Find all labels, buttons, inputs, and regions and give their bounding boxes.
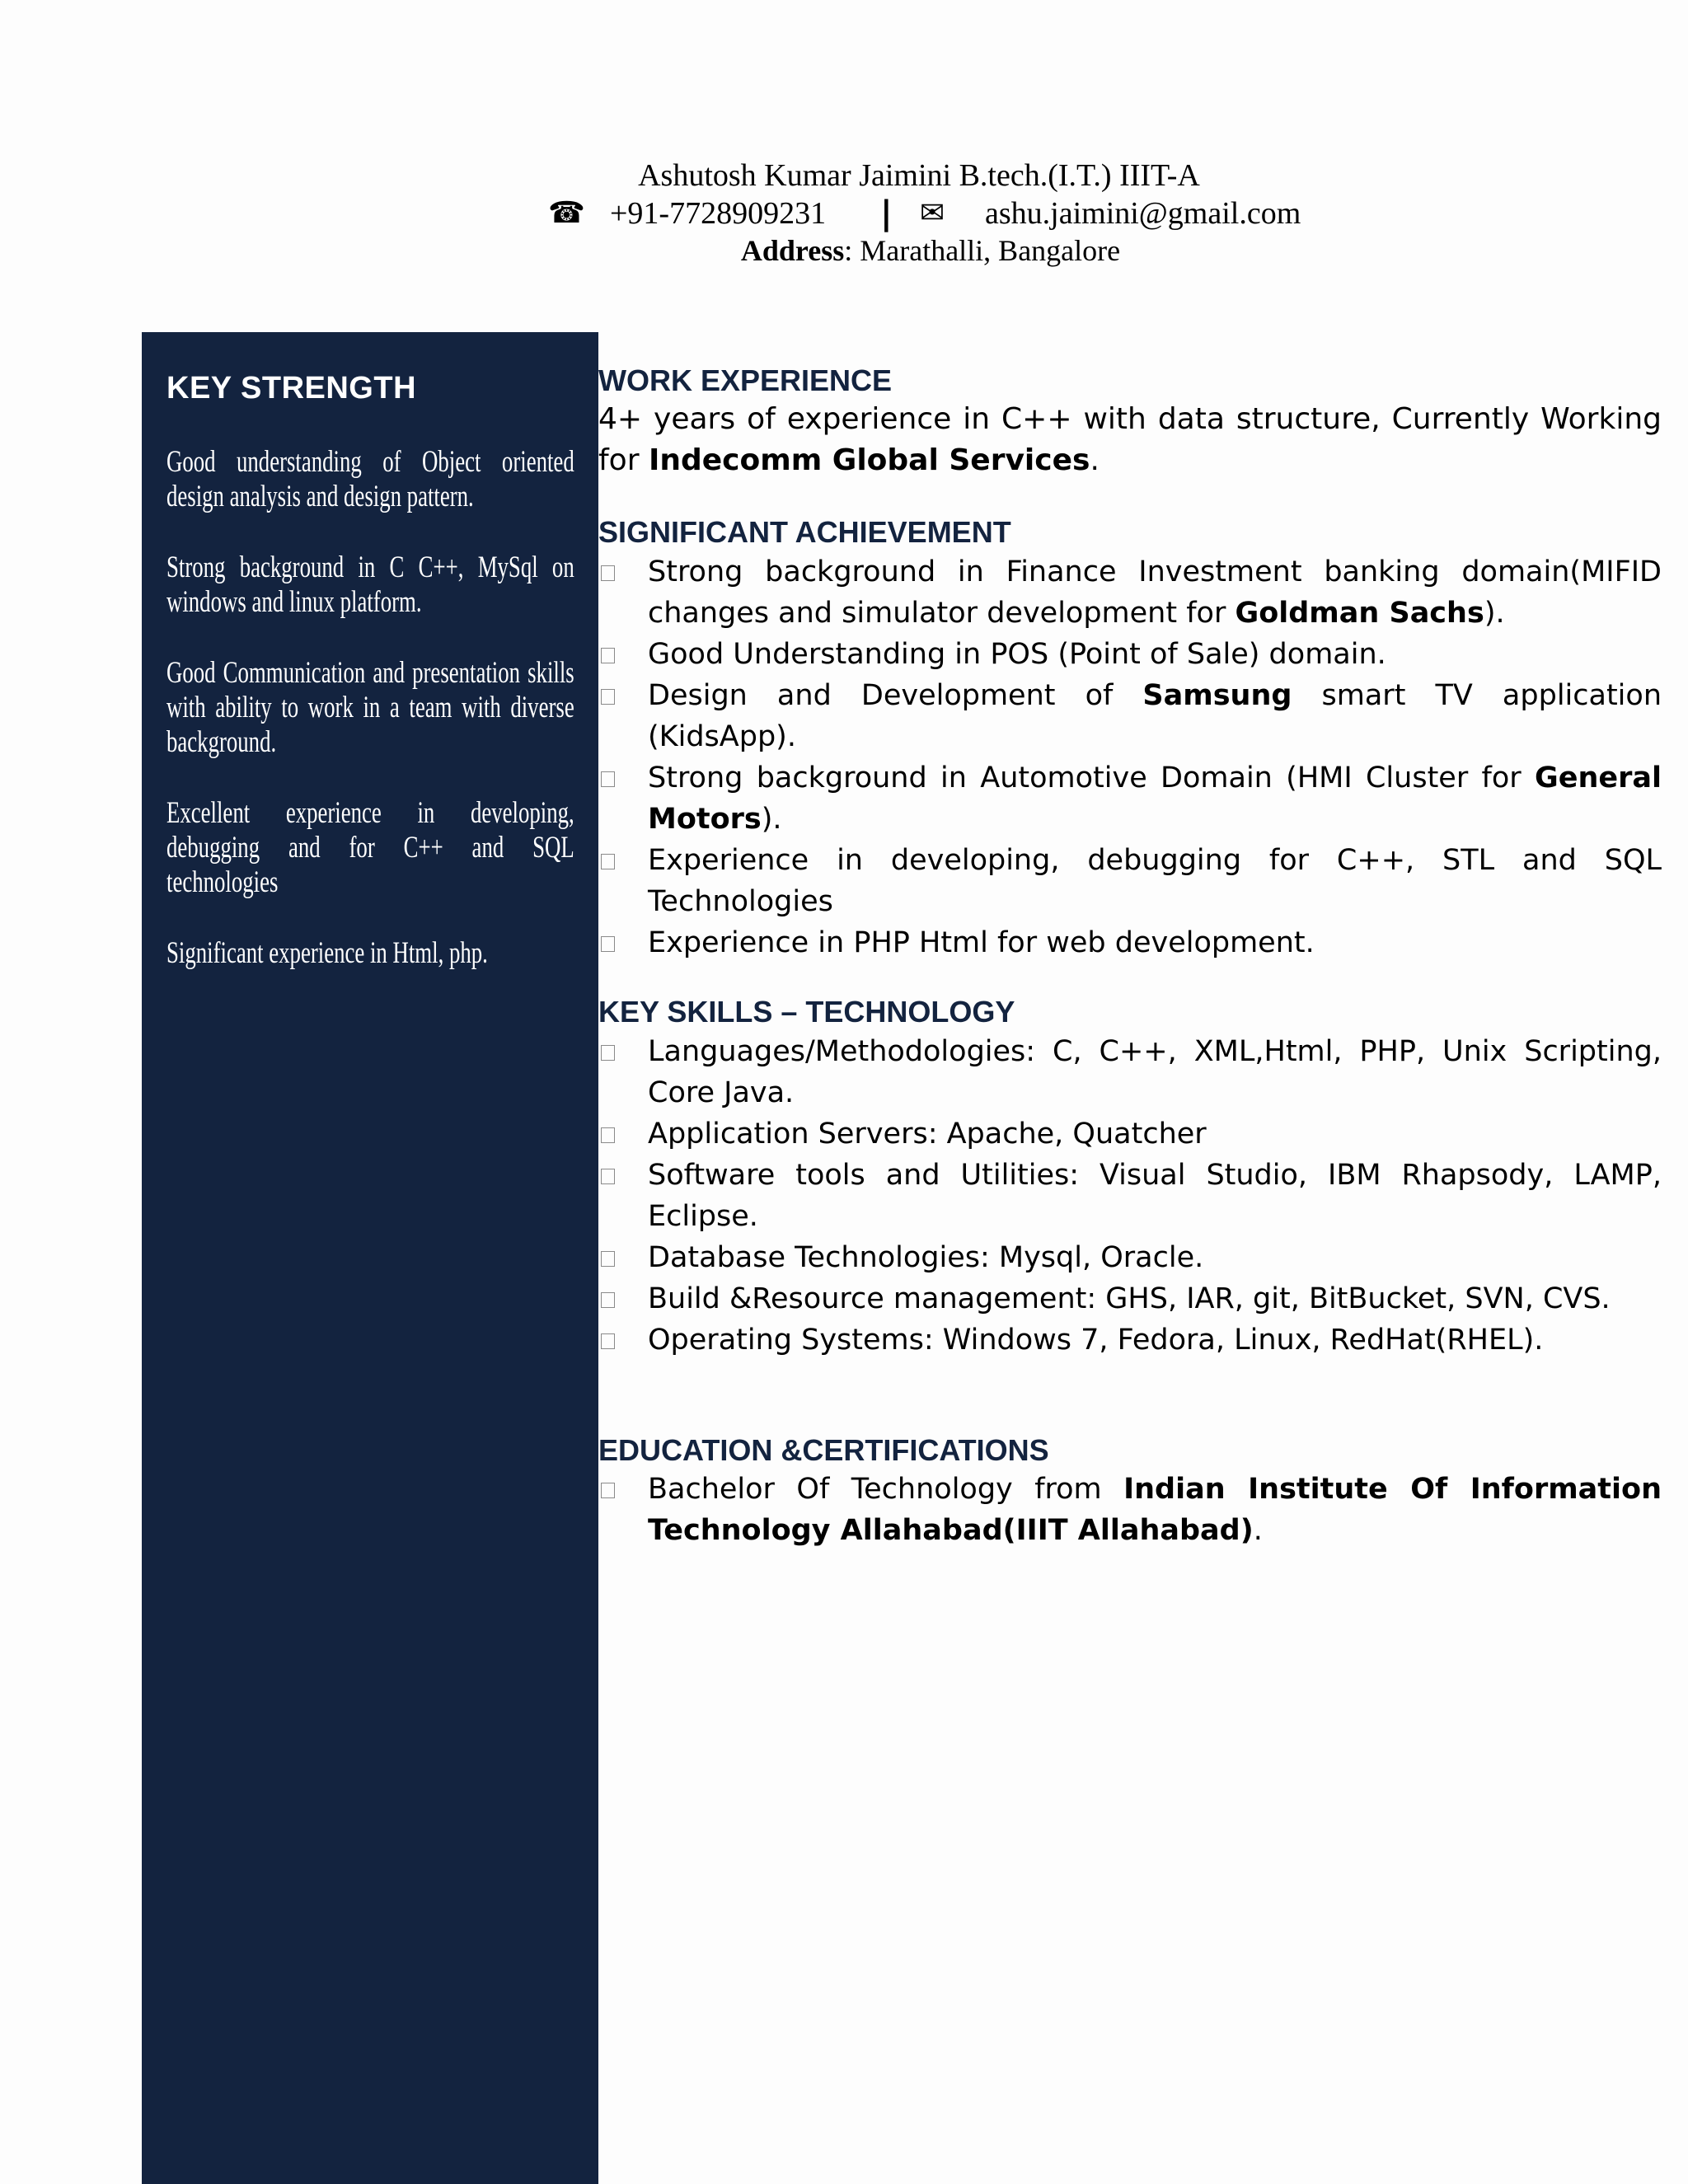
- phone-icon: ☎: [548, 196, 585, 230]
- item-text: Database Technologies: Mysql, Oracle.: [648, 1241, 1204, 1274]
- strength-item: Good understanding of Object oriented design analysis and design pattern.: [166, 444, 574, 513]
- list-item: [598, 1031, 1662, 1113]
- company-name: Indecomm Global Services: [648, 443, 1090, 477]
- mail-icon: ✉: [920, 196, 945, 230]
- bullet-box-icon: [601, 1292, 615, 1308]
- bullet-box-icon: [601, 854, 615, 869]
- list-item: [598, 840, 1662, 922]
- item-emphasis: Samsung: [1142, 679, 1292, 712]
- list-item: [598, 551, 1662, 634]
- work-experience-period: .: [1090, 443, 1100, 477]
- bullet-box-icon: [601, 648, 615, 663]
- address-line: [0, 232, 1688, 269]
- phone-number: +91-7728909231: [610, 196, 827, 231]
- item-text-end: .: [1253, 1514, 1263, 1547]
- achievement-heading: SIGNIFICANT ACHIEVEMENT: [598, 515, 1011, 549]
- item-text-end: smart TV application (KidsApp).: [648, 679, 1662, 753]
- item-text-end: ).: [761, 803, 782, 836]
- item-text: Strong background in Automotive Domain (HMI Cluster for: [648, 762, 1535, 794]
- key-strength-sidebar: [142, 332, 598, 2184]
- item-text: Strong background in Finance Investment banking domain(MIFID changes and simulator development for: [648, 555, 1662, 630]
- item-text: Application Servers: Apache, Quatcher: [648, 1118, 1207, 1151]
- skills-list: [598, 1031, 1662, 1361]
- list-item: [598, 1278, 1662, 1319]
- work-experience-heading: WORK EXPERIENCE: [598, 363, 893, 397]
- item-text: Bachelor Of Technology from: [648, 1473, 1124, 1506]
- list-item: [598, 1113, 1662, 1155]
- achievement-list: [598, 551, 1662, 963]
- strength-item: Significant experience in Html, php.: [166, 935, 488, 969]
- contact-line: [0, 194, 1688, 232]
- strength-item: Excellent experience in developing, debugging and for C++ and SQL technologies: [166, 795, 574, 898]
- strength-item: Good Communication and presentation skills with ability to work in a team with diverse background.: [166, 655, 574, 758]
- list-item: [598, 1469, 1662, 1551]
- item-text: Languages/Methodologies: C, C++, XML,Html, PHP, Unix Scripting, Core Java.: [648, 1035, 1662, 1109]
- bullet-box-icon: [601, 1045, 615, 1061]
- bullet-box-icon: [601, 1127, 615, 1143]
- item-emphasis: General Motors: [648, 762, 1662, 836]
- item-text: Design and Development of: [648, 679, 1143, 712]
- bullet-box-icon: [601, 689, 615, 705]
- list-item: [598, 1319, 1662, 1361]
- bullet-box-icon: [601, 771, 615, 787]
- item-text: Good Understanding in POS (Point of Sale) domain.: [648, 638, 1386, 671]
- education-heading: EDUCATION &CERTIFICATIONS: [598, 1433, 1049, 1467]
- bullet-box-icon: [601, 1483, 615, 1498]
- address-label: Address: [740, 234, 845, 267]
- bullet-box-icon: [601, 936, 615, 952]
- list-item: [598, 1155, 1662, 1237]
- address-value: : Marathalli, Bangalore: [844, 234, 1121, 267]
- bullet-box-icon: [601, 1169, 615, 1184]
- bullet-box-icon: [601, 565, 615, 581]
- item-emphasis: Indian Institute Of Information Technology Allahabad(IIIT Allahabad): [648, 1473, 1662, 1547]
- work-experience-sentence: 4+ years of experience in C++ with data structure, Currently Working for: [598, 402, 1662, 477]
- list-item: [598, 634, 1662, 675]
- item-text-end: ).: [1484, 597, 1505, 630]
- bullet-box-icon: [601, 1333, 615, 1349]
- strength-list: [166, 444, 574, 1006]
- list-item: [598, 675, 1662, 757]
- item-text: Operating Systems: Windows 7, Fedora, Linux, RedHat(RHEL).: [648, 1324, 1544, 1357]
- list-item: [598, 757, 1662, 840]
- sidebar-title: KEY STRENGTH: [166, 371, 417, 405]
- contact-separator: |: [880, 194, 893, 232]
- bullet-box-icon: [601, 1251, 615, 1267]
- strength-item: Strong background in C C++, MySql on windows and linux platform.: [166, 550, 574, 618]
- item-text: Software tools and Utilities: Visual Studio, IBM Rhapsody, LAMP, Eclipse.: [648, 1159, 1662, 1233]
- education-list: [598, 1469, 1662, 1551]
- list-item: [598, 922, 1662, 963]
- list-item: [598, 1237, 1662, 1278]
- item-emphasis: Goldman Sachs: [1235, 597, 1484, 630]
- item-text: Build &Resource management: GHS, IAR, git, BitBucket, SVN, CVS.: [648, 1282, 1611, 1315]
- item-text: Experience in PHP Html for web development.: [648, 926, 1315, 959]
- skills-heading: KEY SKILLS – TECHNOLOGY: [598, 995, 1015, 1029]
- email-address: ashu.jaimini@gmail.com: [985, 196, 1301, 231]
- item-text: Experience in developing, debugging for C++, STL and SQL Technologies: [648, 844, 1662, 918]
- candidate-name: Ashutosh Kumar Jaimini B.tech.(I.T.) IIIT-A: [638, 158, 1200, 193]
- work-experience-text: [598, 399, 1662, 481]
